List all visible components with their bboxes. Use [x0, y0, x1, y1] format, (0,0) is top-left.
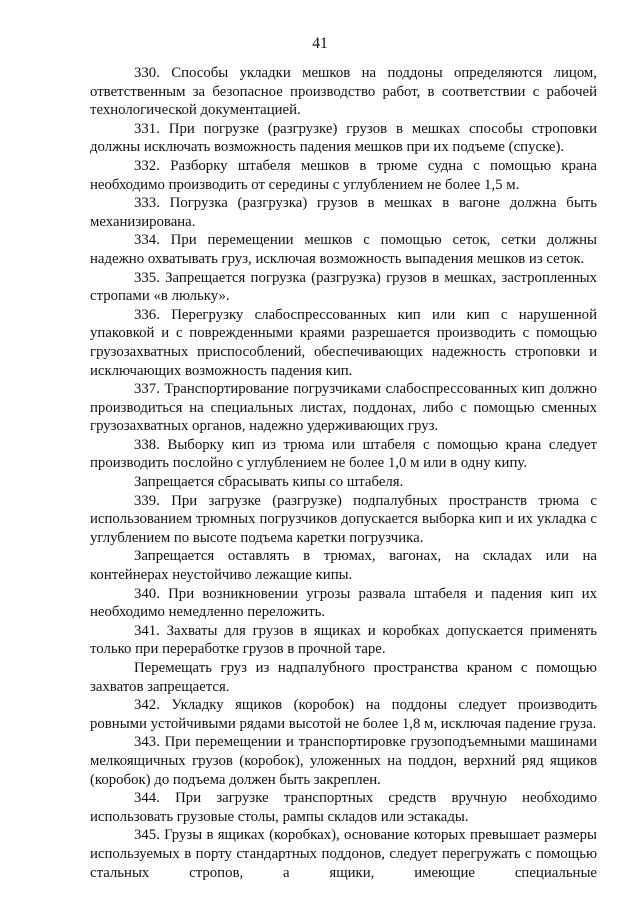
- paragraph-337: 337. Транспортирование погрузчиками слабоспрессованных кип должно производиться на специальных листах, поддонах, либо с помощью сменных грузозахватных органов, надежно удерживающих груз.: [90, 381, 597, 435]
- paragraph-343: 343. При перемещении и транспортировке грузоподъемными машинами мелкоящичных грузов (коробок), уложенных на поддон, верхний ряд ящиков (коробок) до подъема должен быть закреплен.: [90, 734, 597, 788]
- paragraph-345: 345. Грузы в ящиках (коробках), основание которых превышает размеры используемых в порту стандартных поддонов, следует перегружать с помощью стальных стропов, а ящики, имеющие специальные: [90, 827, 597, 881]
- paragraph-332: 332. Разборку штабеля мешков в трюме судна с помощью крана необходимо производить от середины с углублением не более 1,5 м.: [90, 157, 597, 193]
- paragraph-333: 333. Погрузка (разгрузка) грузов в мешках в вагоне должна быть механизирована.: [90, 195, 597, 230]
- paragraph-344: 344. При загрузке транспортных средств вручную необходимо использовать грузовые столы, рампы складов или эстакады.: [90, 790, 597, 825]
- document-body: [90, 64, 597, 882]
- paragraph-339: 339. При загрузке (разгрузке) подпалубных пространств трюма с использованием трюмных погрузчиков допускается выборка кип и их укладка с углублением по высоте подъема каретки погрузчика.: [90, 492, 597, 546]
- page-number: 41: [312, 35, 328, 52]
- paragraph-341: 341. Захваты для грузов в ящиках и коробках допускается применять только при переработке грузов в прочной таре.: [90, 622, 597, 658]
- paragraph-340: 340. При возникновении угрозы развала штабеля и падения кип их необходимо немедленно переложить.: [90, 585, 597, 621]
- paragraph-331: 331. При погрузке (разгрузке) грузов в мешках способы строповки должны исключать возможность падения мешков при их подъеме (спуске).: [90, 120, 597, 156]
- paragraph-335: 335. Запрещается погрузка (разгрузка) грузов в мешках, застропленных стропами «в люльку».: [90, 269, 597, 305]
- paragraph-341-note: Перемещать груз из надпалубного пространства краном с помощью захватов запрещается.: [90, 660, 597, 695]
- paragraph-338-note: Запрещается сбрасывать кипы со штабеля.: [134, 474, 404, 491]
- paragraph-338: 338. Выборку кип из трюма или штабеля с помощью крана следует производить послойно с углублением не более 1,0 м или в одну кипу.: [90, 436, 597, 472]
- paragraph-342: 342. Укладку ящиков (коробок) на поддоны следует производить ровными устойчивыми рядами высотой не более 1,8 м, исключая падение груза.: [90, 697, 597, 732]
- paragraph-336: 336. Перегрузку слабоспрессованных кип или кип с нарушенной упаковкой и с поврежденными краями разрешается производить с помощью грузозахватных приспособлений, обеспечивающих надежность строповки и исключающих возможность падения кип.: [90, 306, 597, 379]
- paragraph-334: 334. При перемещении мешков с помощью сеток, сетки должны надежно охватывать груз, исключая возможность выпадения мешков из сеток.: [90, 232, 597, 267]
- paragraph-330: 330. Способы укладки мешков на поддоны определяются лицом, ответственным за безопасное производство работ, в соответствии с рабочей технологической документацией.: [90, 65, 597, 119]
- paragraph-339-note: Запрещается оставлять в трюмах, вагонах, на складах или на контейнерах неустойчиво лежащие кипы.: [90, 548, 597, 584]
